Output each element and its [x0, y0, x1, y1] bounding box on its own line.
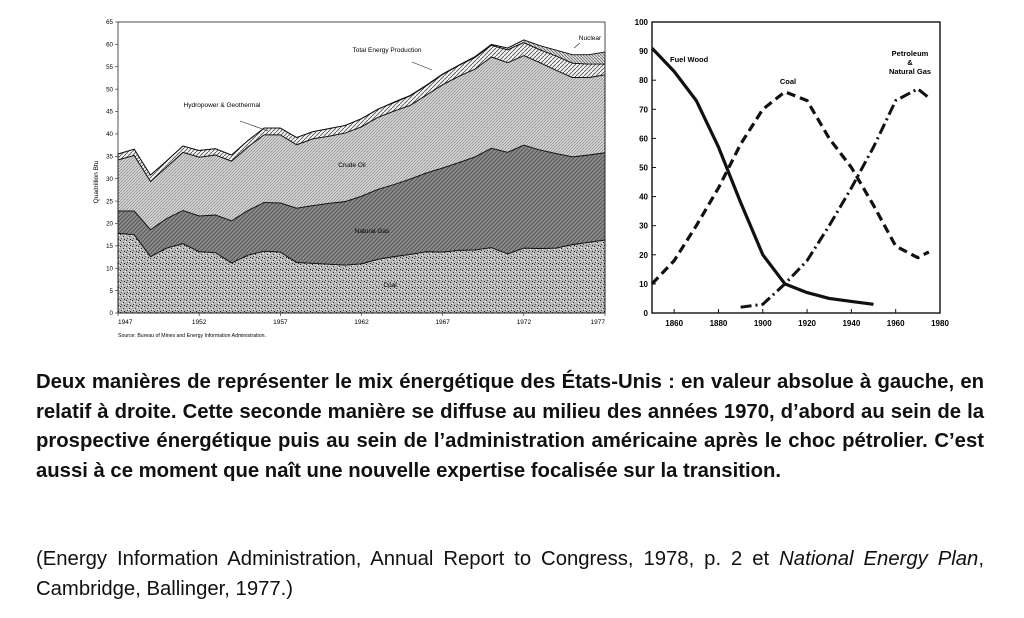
area-chart-energy-production — [0, 0, 620, 350]
y-tick-label: 40 — [639, 192, 648, 202]
x-tick-label: 1900 — [753, 319, 772, 328]
y-tick-label: 30 — [106, 175, 113, 183]
y-tick-label: 0 — [109, 310, 113, 318]
x-tick-label: 1977 — [590, 319, 605, 326]
y-tick-label: 5 — [109, 287, 113, 295]
line-petroleum-natural-gas — [741, 89, 929, 307]
y-tick-label: 30 — [639, 221, 648, 231]
x-tick-label: 1860 — [665, 319, 684, 328]
y-tick-label: 25 — [106, 198, 113, 206]
legend-petroleum-natural-gas-line: Petroleum — [891, 49, 929, 58]
x-tick-label: 1952 — [191, 319, 207, 326]
y-tick-label: 65 — [106, 19, 113, 27]
plot-frame — [652, 22, 940, 313]
x-tick-label: 1947 — [118, 319, 133, 326]
y-tick-label: 40 — [106, 131, 113, 139]
y-tick-label: 55 — [106, 63, 113, 71]
source-note: Source: Bureau of Mines and Energy Information Administration. — [118, 333, 266, 339]
y-tick-label: 45 — [106, 108, 113, 116]
y-tick-label: 20 — [106, 220, 113, 228]
x-tick-label: 1960 — [886, 319, 905, 328]
source-prefix: (Energy Information Administration, Annual Report to Congress, 1978, p. 2 et — [36, 548, 780, 570]
y-tick-label: 80 — [639, 76, 648, 86]
x-tick-label: 1957 — [273, 319, 288, 326]
y-tick-label: 60 — [106, 41, 113, 49]
y-tick-label: 20 — [639, 250, 648, 260]
legend-petroleum-natural-gas-line: Natural Gas — [888, 67, 932, 76]
x-tick-label: 1880 — [709, 319, 728, 328]
y-tick-label: 10 — [106, 265, 113, 273]
y-tick-label: 50 — [106, 86, 113, 94]
annotation-natural-gas: Natural Gas — [354, 228, 390, 235]
legend-petroleum-natural-gas — [889, 49, 931, 76]
annotation-nuclear: Nuclear — [578, 35, 602, 42]
x-tick-label: 1962 — [354, 319, 369, 326]
y-tick-label: 70 — [639, 105, 648, 115]
annotation-total-energy-production: Total Energy Production — [352, 47, 422, 54]
line-fuel-wood — [652, 48, 874, 304]
legend-coal: Coal — [779, 77, 797, 86]
x-tick-label: 1920 — [798, 319, 816, 328]
x-tick-label: 1967 — [435, 319, 450, 326]
figure-caption: Deux manières de représenter le mix énergétique des États-Unis : en valeur absolue à gauche, en relatif à droite. Cette seconde manière se diffuse au milieu des années 1970, d’abord au sein de la prospective énergétique puis au sein de l’administration américaine après le choc pétrolier. C’est aussi à ce moment que naît une nouvelle expertise focalisée sur la transition. — [36, 371, 984, 482]
line-chart-energy-share — [620, 0, 960, 350]
x-tick-label: 1980 — [931, 319, 949, 328]
annotation-crude-oil: Crude Oil — [338, 162, 366, 169]
y-tick-label: 10 — [639, 279, 648, 289]
figure-source — [36, 545, 984, 604]
y-tick-label: 50 — [639, 163, 648, 173]
source-title: National Energy Plan — [779, 548, 979, 570]
y-tick-label: 0 — [643, 309, 648, 318]
y-axis-label: Quadrillion Btu — [93, 160, 100, 204]
y-tick-label: 90 — [639, 47, 648, 57]
y-tick-label: 35 — [106, 153, 113, 161]
y-tick-label: 60 — [639, 134, 648, 144]
legend-petroleum-natural-gas-line: & — [907, 58, 913, 67]
source-suffix: , Cambridge, Ballinger, 1977.) — [36, 548, 984, 600]
annotation-hydropower-geothermal: Hydropower & Geothermal — [183, 102, 261, 109]
y-tick-label: 15 — [106, 243, 113, 251]
x-tick-label: 1940 — [842, 319, 861, 328]
annotation-coal: Coal — [383, 282, 397, 289]
x-tick-label: 1972 — [516, 319, 532, 326]
y-tick-label: 100 — [634, 18, 648, 27]
legend-fuel-wood: Fuel Wood — [670, 55, 709, 64]
